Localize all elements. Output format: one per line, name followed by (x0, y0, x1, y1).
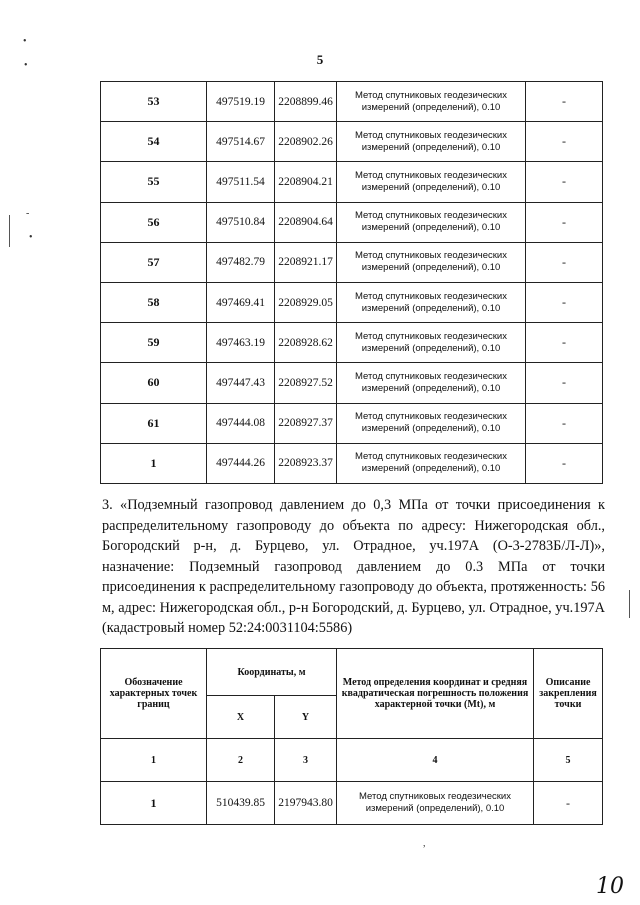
coord-x: 497463.19 (207, 323, 275, 363)
table-row (101, 202, 603, 242)
margin-mark: • (24, 60, 28, 71)
table-row (101, 122, 603, 162)
margin-mark: • (23, 36, 27, 47)
description-text: - (526, 82, 603, 122)
point-number: 53 (101, 82, 207, 122)
coord-y: 2208902.26 (275, 122, 337, 162)
description-text: - (526, 282, 603, 322)
table-row (101, 162, 603, 202)
coord-y: 2208927.52 (275, 363, 337, 403)
coord-x: 497519.19 (207, 82, 275, 122)
margin-mark: , (423, 838, 426, 849)
method-text: Метод спутниковых геодезических измерений (определений), 0.10 (337, 162, 526, 202)
table-row (101, 443, 603, 483)
coord-y: 2208927.37 (275, 403, 337, 443)
coord-x: 497444.26 (207, 443, 275, 483)
point-number: 55 (101, 162, 207, 202)
coordinates-table-1 (100, 81, 603, 484)
section-paragraph: 3. «Подземный газопровод давлением до 0,3 МПа от точки присоединения к распределительному газопроводу до объекта по адресу: Нижегородская обл., Богородский р-н, д. Бурцево, ул. Отрадное, уч.197А (О-3-2783Б/Л-Л)», назначение: Подземный газопровод давлением до 0.3 МПа от точки присоединения к распределительному газопроводу до объекта, протяженность: 56 м, адрес: Нижегородская обл., р-н Богородский, д. Бурцево, ул. Отрадное, уч.197А (кадастровый номер 52:24:0031104:5586) (102, 497, 605, 636)
header-x: X (207, 696, 275, 739)
point-number: 60 (101, 363, 207, 403)
header-y: Y (275, 696, 337, 739)
margin-line (629, 590, 630, 618)
coord-y: 2208899.46 (275, 82, 337, 122)
col-number-4: 4 (337, 739, 534, 782)
method-text: Метод спутниковых геодезических измерений (определений), 0.10 (337, 443, 526, 483)
table-row (101, 282, 603, 322)
col-number-2: 2 (207, 739, 275, 782)
coord-x: 497510.84 (207, 202, 275, 242)
header-designation: Обозначение характерных точек границ (101, 649, 207, 739)
table-body (101, 82, 603, 484)
method-text: Метод спутниковых геодезических измерений (определений), 0.10 (337, 242, 526, 282)
col-number-1: 1 (101, 739, 207, 782)
coord-x: 497511.54 (207, 162, 275, 202)
coord-x: 497469.41 (207, 282, 275, 322)
table-row (101, 363, 603, 403)
coord-y: 2208929.05 (275, 282, 337, 322)
col-number-3: 3 (275, 739, 337, 782)
description-text: - (526, 122, 603, 162)
description-text: - (526, 242, 603, 282)
coord-y: 2208921.17 (275, 242, 337, 282)
point-number: 54 (101, 122, 207, 162)
handwritten-page-number: 10 (596, 874, 624, 899)
method-text: Метод спутниковых геодезических измерений (определений), 0.10 (337, 363, 526, 403)
method-text: Метод спутниковых геодезических измерений (определений), 0.10 (337, 782, 534, 825)
table-row (101, 323, 603, 363)
coord-x: 497482.79 (207, 242, 275, 282)
margin-mark: - (26, 208, 30, 219)
method-text: Метод спутниковых геодезических измерений (определений), 0.10 (337, 122, 526, 162)
point-number: 1 (101, 782, 207, 825)
coord-y: 2208928.62 (275, 323, 337, 363)
table-row (101, 403, 603, 443)
coord-y: 2208923.37 (275, 443, 337, 483)
coordinates-table-2 (100, 648, 603, 825)
coord-y: 2197943.80 (275, 782, 337, 825)
coord-x: 497444.08 (207, 403, 275, 443)
point-number: 59 (101, 323, 207, 363)
header-coordinates: Координаты, м (207, 649, 337, 696)
method-text: Метод спутниковых геодезических измерений (определений), 0.10 (337, 202, 526, 242)
description-text: - (526, 162, 603, 202)
margin-line (9, 215, 10, 247)
coord-x: 510439.85 (207, 782, 275, 825)
header-description: Описание закрепления точки (534, 649, 603, 739)
description-text: - (526, 403, 603, 443)
description-text: - (526, 443, 603, 483)
method-text: Метод спутниковых геодезических измерений (определений), 0.10 (337, 403, 526, 443)
coord-y: 2208904.21 (275, 162, 337, 202)
point-number: 58 (101, 282, 207, 322)
point-number: 57 (101, 242, 207, 282)
description-text: - (526, 323, 603, 363)
method-text: Метод спутниковых геодезических измерений (определений), 0.10 (337, 323, 526, 363)
description-text: - (526, 202, 603, 242)
page-number: 5 (316, 52, 324, 67)
table-row (101, 782, 603, 825)
description-text: - (526, 363, 603, 403)
header-method: Метод определения координат и средняя квадратическая погрешность положения характерной точки (Mt), м (337, 649, 534, 739)
method-text: Метод спутниковых геодезических измерений (определений), 0.10 (337, 282, 526, 322)
table-row (101, 242, 603, 282)
coord-x: 497514.67 (207, 122, 275, 162)
coord-x: 497447.43 (207, 363, 275, 403)
point-number: 1 (101, 443, 207, 483)
coord-y: 2208904.64 (275, 202, 337, 242)
table-row (101, 82, 603, 122)
margin-mark: • (29, 232, 33, 243)
point-number: 61 (101, 403, 207, 443)
col-number-5: 5 (534, 739, 603, 782)
point-number: 56 (101, 202, 207, 242)
description-text: - (534, 782, 603, 825)
method-text: Метод спутниковых геодезических измерений (определений), 0.10 (337, 82, 526, 122)
